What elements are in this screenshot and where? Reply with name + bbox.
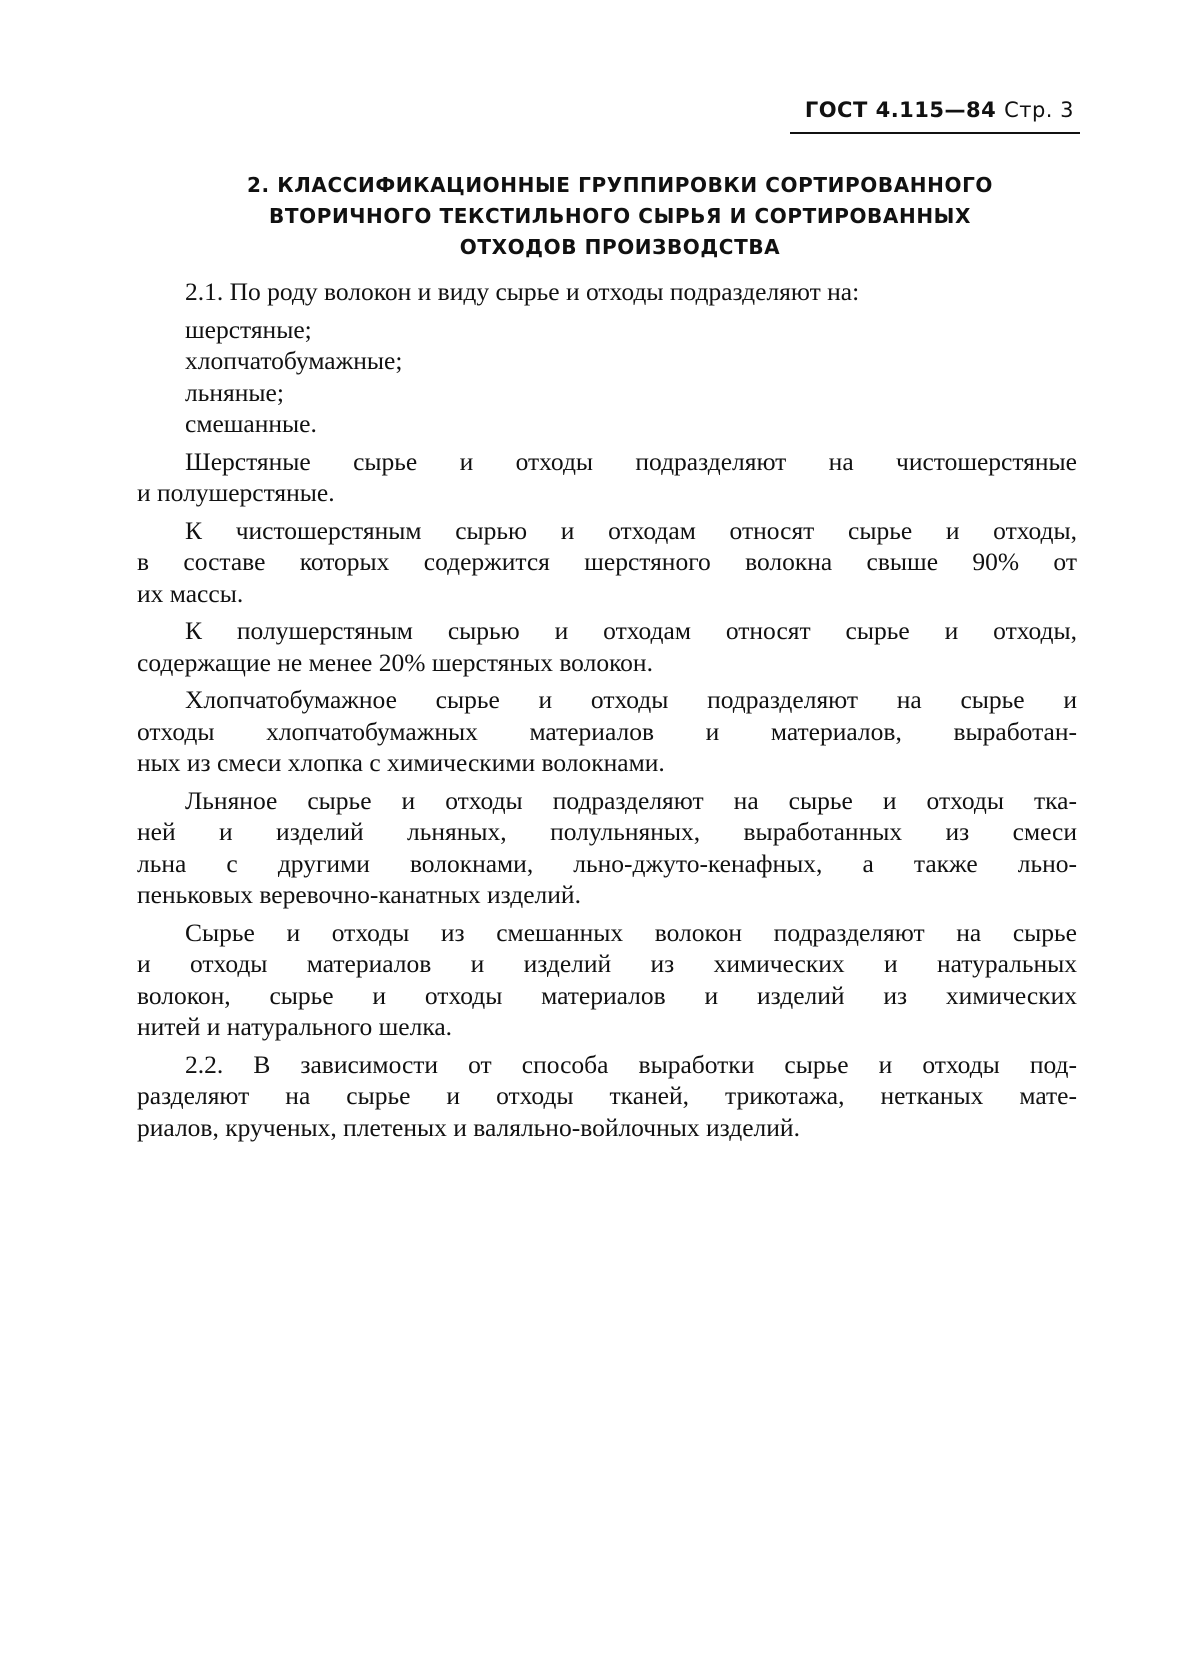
list-item-mixed: смешанные. [185, 409, 317, 438]
text-line: их массы. [137, 578, 244, 608]
text-line: в составе которых содержится шерстяного волокна свыше 90% от [137, 547, 1077, 576]
text-line: содержащие не менее 20% шерстяных волокон. [137, 647, 653, 677]
section-heading-line: ОТХОДОВ ПРОИЗВОДСТВА [459, 235, 781, 259]
list-item-linen: льняные; [185, 377, 284, 407]
text-line: и полушерстяные. [137, 478, 335, 507]
page-header [790, 98, 1080, 138]
section-heading-line: ВТОРИЧНОГО ТЕКСТИЛЬНОГО СЫРЬЯ И СОРТИРОВАННЫХ [269, 204, 971, 228]
paragraph-cotton [137, 684, 1077, 779]
text-line: отходы хлопчатобумажных материалов и материалов, выработан- [137, 716, 1077, 746]
paragraph-mixed [137, 917, 1077, 1043]
list-item-cotton: хлопчатобумажные; [185, 346, 403, 375]
paragraph-linen [137, 785, 1077, 911]
text-line: волокон, сырье и отходы материалов и изделий из химических [137, 980, 1077, 1010]
text-line: льна с другими волокнами, льно-джуто-кенафных, а также льно- [137, 848, 1077, 878]
text-line: ных из смеси хлопка с химическими волокнами. [137, 748, 665, 777]
header-text [805, 98, 1074, 122]
text-line: Льняное сырье и отходы подразделяют на сырье и отходы тка- [185, 785, 1077, 815]
text-line: Хлопчатобумажное сырье и отходы подразделяют на сырье и [185, 685, 1077, 714]
text-line: нитей и натурального шелка. [137, 1012, 453, 1041]
text-line: К полушерстяным сырью и отходам относят сырье и отходы, [185, 616, 1077, 645]
section-heading [180, 170, 1060, 263]
text-line: и отходы материалов и изделий из химических и натуральных [137, 949, 1077, 978]
text-line: Шерстяные сырье и отходы подразделяют на чистошерстяные [185, 446, 1077, 476]
text-line: 2.1. По роду волокон и виду сырье и отходы подразделяют на: [185, 277, 860, 306]
text-line: К чистошерстяным сырью и отходам относят сырье и отходы, [185, 515, 1077, 545]
text-line: Сырье и отходы из смешанных волокон подразделяют на сырье [185, 917, 1077, 947]
clause-2-1-intro [137, 276, 1077, 308]
list-item-wool: шерстяные; [185, 314, 312, 344]
paragraph-wool [137, 446, 1077, 509]
page-number: Стр. 3 [1004, 98, 1074, 122]
clause-2-2 [137, 1049, 1077, 1144]
paragraph-semi-wool [137, 615, 1077, 678]
header-rule [790, 132, 1080, 134]
body-text [137, 276, 1077, 1149]
fiber-type-list [185, 314, 1077, 440]
text-line: 2.2. В зависимости от способа выработки сырье и отходы под- [185, 1049, 1077, 1079]
text-line: пеньковых веревочно-канатных изделий. [137, 880, 581, 909]
paragraph-pure-wool [137, 515, 1077, 610]
text-line: разделяют на сырье и отходы тканей, трикотажа, нетканых мате- [137, 1081, 1077, 1110]
standard-number: ГОСТ 4.115—84 [804, 98, 997, 122]
text-line: ней и изделий льняных, полульняных, выработанных из смеси [137, 817, 1077, 846]
text-line: риалов, крученых, плетеных и валяльно-войлочных изделий. [137, 1112, 800, 1142]
section-heading-line: 2. КЛАССИФИКАЦИОННЫЕ ГРУППИРОВКИ СОРТИРОВАННОГО [246, 173, 994, 197]
